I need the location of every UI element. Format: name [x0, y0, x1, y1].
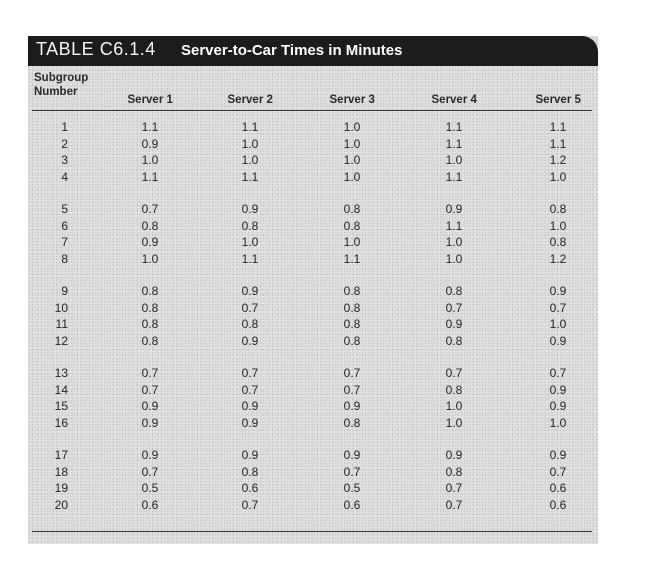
subgroup-number-cell: 20	[54, 497, 68, 512]
server-2-time-cell: 0.9	[241, 284, 259, 298]
subgroup-column-header	[34, 71, 88, 99]
server-1-time-cell: 0.8	[141, 333, 159, 348]
server-2-time-cell: 0.8	[241, 464, 259, 479]
server-4-time-cell: 0.9	[445, 448, 463, 462]
server-4-time-cell: 1.0	[445, 415, 463, 430]
column-header-server-3: Server 3	[329, 94, 375, 106]
server-1-time-cell: 0.5	[141, 481, 159, 495]
server-2-time-cell: 1.1	[241, 120, 259, 134]
server-2-time-cell: 0.7	[241, 382, 259, 397]
server-3-time-cell: 0.7	[343, 382, 361, 397]
server-4-time-cell: 1.1	[445, 169, 463, 184]
server-2-time-cell: 1.0	[241, 153, 259, 167]
server-2-time-cell: 0.9	[241, 333, 259, 348]
column-header-server-1: Server 1	[127, 94, 173, 106]
server-4-time-cell: 1.1	[445, 218, 463, 233]
subgroup-number-cell: 18	[54, 464, 68, 479]
server-4-time-cell: 0.7	[445, 497, 463, 512]
server-3-time-cell: 0.9	[343, 448, 361, 462]
server-1-time-cell: 0.8	[141, 284, 159, 298]
server-2-time-cell: 0.8	[241, 317, 259, 331]
subgroup-number-cell: 9	[61, 284, 68, 298]
server-5-time-cell: 1.0	[549, 317, 567, 331]
server-3-time-cell: 1.1	[343, 251, 361, 266]
subgroup-number-cell: 17	[54, 448, 68, 462]
server-1-time-cell: 1.1	[141, 169, 159, 184]
server-5-time-cell: 1.0	[549, 218, 567, 233]
subgroup-number-cell: 2	[61, 136, 68, 151]
server-1-time-cell: 1.0	[141, 251, 159, 266]
server-1-time-cell: 0.8	[141, 300, 159, 315]
server-3-time-cell: 0.8	[343, 218, 361, 233]
server-5-time-cell: 0.7	[549, 366, 567, 380]
server-3-time-cell: 0.9	[343, 399, 361, 413]
server-1-time-cell: 1.1	[141, 120, 159, 134]
server-4-time-cell: 0.9	[445, 202, 463, 216]
server-4-time-cell: 1.0	[445, 153, 463, 167]
subgroup-number-cell: 5	[61, 202, 68, 216]
server-5-time-cell: 0.7	[549, 464, 567, 479]
table-title-bar	[28, 36, 598, 66]
server-5-time-cell: 1.1	[549, 136, 567, 151]
server-1-time-cell: 0.7	[141, 382, 159, 397]
subgroup-number-cell: 12	[54, 333, 68, 348]
server-5-time-cell: 0.6	[549, 497, 567, 512]
server-3-time-cell: 1.0	[343, 153, 361, 167]
server-3-time-cell: 0.8	[343, 284, 361, 298]
server-4-time-cell: 0.8	[445, 464, 463, 479]
server-4-time-cell: 1.0	[445, 251, 463, 266]
server-2-time-cell: 0.7	[241, 300, 259, 315]
server-1-time-cell: 0.9	[141, 399, 159, 413]
subgroup-number-cell: 8	[61, 251, 68, 266]
server-3-time-cell: 0.8	[343, 202, 361, 216]
subgroup-number-cell: 15	[54, 399, 68, 413]
server-5-time-cell: 0.8	[549, 235, 567, 249]
column-header-server-2: Server 2	[227, 94, 273, 106]
header-divider	[32, 110, 592, 111]
subgroup-header-line2: Number	[34, 86, 78, 98]
server-2-time-cell: 0.9	[241, 399, 259, 413]
server-1-time-cell: 0.9	[141, 136, 159, 151]
server-3-time-cell: 0.7	[343, 366, 361, 380]
server-3-time-cell: 0.8	[343, 300, 361, 315]
column-header-server-4: Server 4	[431, 94, 477, 106]
server-4-time-cell: 0.8	[445, 284, 463, 298]
subgroup-number-cell: 19	[54, 481, 68, 495]
server-5-time-cell: 1.0	[549, 415, 567, 430]
server-4-time-cell: 0.7	[445, 300, 463, 315]
server-3-time-cell: 0.8	[343, 415, 361, 430]
table-label: TABLE C6.1.4	[36, 39, 156, 59]
bottom-divider	[32, 531, 592, 532]
server-3-time-cell: 1.0	[343, 120, 361, 134]
subgroup-number-cell: 4	[61, 169, 68, 184]
server-2-time-cell: 0.7	[241, 497, 259, 512]
server-2-time-cell: 0.9	[241, 415, 259, 430]
column-header-server-5: Server 5	[535, 94, 581, 106]
subgroup-number-cell: 16	[54, 415, 68, 430]
subgroup-number-cell: 14	[54, 382, 68, 397]
server-1-time-cell: 0.7	[141, 464, 159, 479]
server-5-time-cell: 0.9	[549, 333, 567, 348]
server-5-time-cell: 1.1	[549, 120, 567, 134]
table-title: Server-to-Car Times in Minutes	[181, 42, 403, 59]
subgroup-number-cell: 7	[61, 235, 68, 249]
server-5-time-cell: 0.9	[549, 399, 567, 413]
server-2-time-cell: 0.7	[241, 366, 259, 380]
server-5-time-cell: 0.9	[549, 448, 567, 462]
server-2-time-cell: 1.1	[241, 169, 259, 184]
subgroup-number-cell: 1	[61, 120, 68, 134]
server-1-time-cell: 0.9	[141, 235, 159, 249]
data-table	[28, 36, 598, 544]
server-1-time-cell: 0.7	[141, 366, 159, 380]
server-5-time-cell: 0.6	[549, 481, 567, 495]
server-1-time-cell: 0.8	[141, 218, 159, 233]
server-4-time-cell: 1.1	[445, 136, 463, 151]
server-1-time-cell: 1.0	[141, 153, 159, 167]
server-5-time-cell: 0.9	[549, 284, 567, 298]
server-3-time-cell: 0.7	[343, 464, 361, 479]
server-4-time-cell: 0.8	[445, 333, 463, 348]
server-2-time-cell: 0.9	[241, 202, 259, 216]
server-1-time-cell: 0.8	[141, 317, 159, 331]
server-1-time-cell: 0.6	[141, 497, 159, 512]
server-3-time-cell: 0.6	[343, 497, 361, 512]
server-1-time-cell: 0.9	[141, 448, 159, 462]
server-4-time-cell: 0.7	[445, 481, 463, 495]
server-4-time-cell: 0.8	[445, 382, 463, 397]
server-1-time-cell: 0.9	[141, 415, 159, 430]
subgroup-header-line1: Subgroup	[34, 72, 89, 84]
subgroup-number-cell: 11	[55, 317, 68, 331]
server-3-time-cell: 0.5	[343, 481, 361, 495]
server-3-time-cell: 0.8	[343, 333, 361, 348]
server-5-time-cell: 0.8	[549, 202, 567, 216]
server-1-time-cell: 0.7	[141, 202, 159, 216]
server-4-time-cell: 0.7	[445, 366, 463, 380]
server-2-time-cell: 0.6	[241, 481, 259, 495]
server-5-time-cell: 1.0	[549, 169, 567, 184]
server-2-time-cell: 1.0	[241, 136, 259, 151]
server-5-time-cell: 1.2	[549, 251, 567, 266]
server-5-time-cell: 0.9	[549, 382, 567, 397]
server-3-time-cell: 1.0	[343, 235, 361, 249]
server-3-time-cell: 0.8	[343, 317, 361, 331]
server-3-time-cell: 1.0	[343, 169, 361, 184]
server-2-time-cell: 1.1	[241, 251, 259, 266]
server-4-time-cell: 1.1	[445, 120, 463, 134]
subgroup-number-cell: 13	[54, 366, 68, 380]
subgroup-number-cell: 3	[61, 153, 68, 167]
server-5-time-cell: 0.7	[549, 300, 567, 315]
subgroup-number-cell: 10	[54, 300, 68, 315]
server-2-time-cell: 0.8	[241, 218, 259, 233]
server-2-time-cell: 0.9	[241, 448, 259, 462]
server-4-time-cell: 1.0	[445, 399, 463, 413]
server-4-time-cell: 1.0	[445, 235, 463, 249]
server-2-time-cell: 1.0	[241, 235, 259, 249]
subgroup-number-cell: 6	[61, 218, 68, 233]
server-5-time-cell: 1.2	[549, 153, 567, 167]
server-3-time-cell: 1.0	[343, 136, 361, 151]
server-4-time-cell: 0.9	[445, 317, 463, 331]
